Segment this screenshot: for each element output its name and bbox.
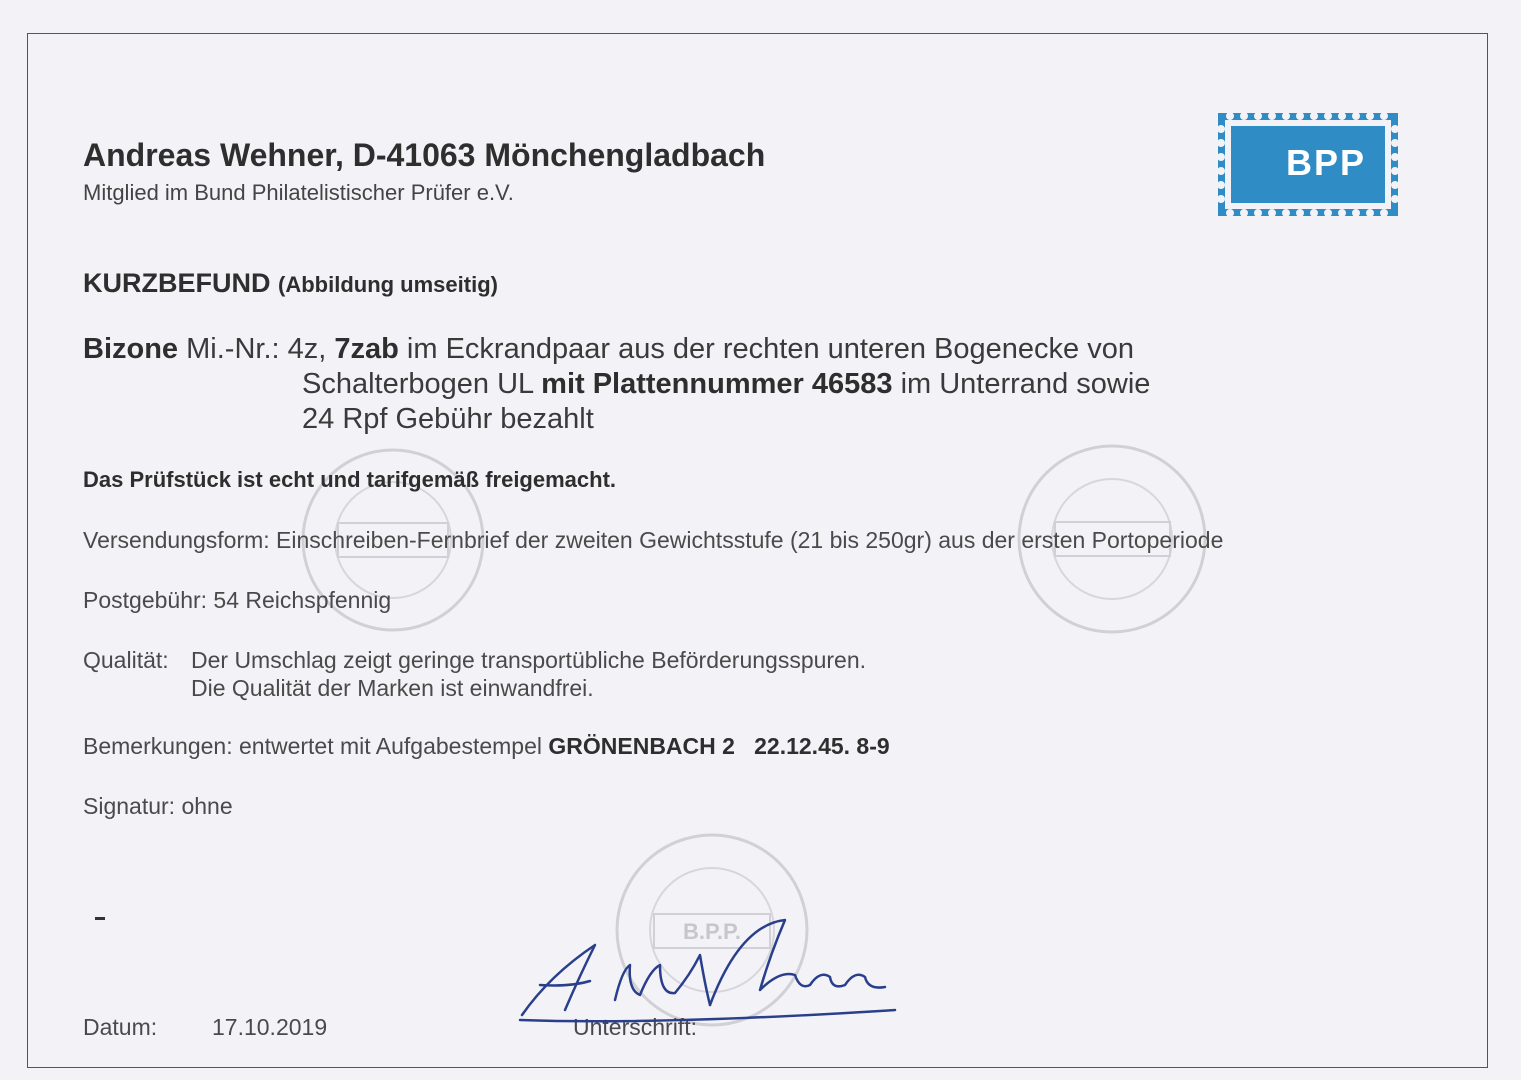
item-label: Bizone [83, 333, 179, 365]
datum-value: 17.10.2019 [212, 1014, 328, 1040]
numbers-plain: 4z, [287, 333, 327, 365]
item-text-1: im Eckrandpaar aus der rechten unteren Bogenecke von [406, 333, 1134, 365]
item-line-1 [83, 333, 1134, 366]
item-text-2c: im Unterrand sowie [900, 368, 1151, 400]
bemerkungen [83, 733, 890, 760]
bpp-logo [1218, 113, 1398, 216]
item-line-3: 24 Rpf Gebühr bezahlt [302, 403, 594, 435]
mi-nr-label: Mi.-Nr.: [186, 333, 280, 365]
bemerkungen-label: Bemerkungen: entwertet mit Aufgabestempel [83, 733, 542, 759]
document-title [83, 268, 498, 299]
bpp-logo-text: BPP [1285, 142, 1367, 183]
item-text-2b: mit Plattennummer 46583 [541, 368, 893, 400]
seal-center-text: B.P.P. [683, 919, 741, 944]
qualitaet-line-2: Die Qualität der Marken ist einwandfrei. [191, 675, 594, 701]
qualitaet-line-1: Der Umschlag zeigt geringe transportübliche Beförderungsspuren. [191, 647, 867, 673]
title-sub: (Abbildung umseitig) [278, 272, 498, 297]
versendungsform: Versendungsform: Einschreiben-Fernbrief der zweiten Gewichtsstufe (21 bis 250gr) aus der ersten Portoperiode [83, 527, 1224, 553]
item-line-2 [302, 368, 1150, 401]
verdict: Das Prüfstück ist echt und tarifgemäß freigemacht. [83, 467, 617, 492]
signatur: Signatur: ohne [83, 793, 233, 819]
stray-mark [95, 917, 105, 920]
membership-line: Mitglied im Bund Philatelistischer Prüfer e.V. [83, 180, 514, 205]
unterschrift-label: Unterschrift: [573, 1014, 697, 1040]
datum-label: Datum: [83, 1014, 158, 1040]
numbers-bold: 7zab [334, 333, 399, 365]
bemerkungen-value: GRÖNENBACH 2 22.12.45. 8-9 [548, 733, 890, 759]
postgebuehr: Postgebühr: 54 Reichspfennig [83, 587, 392, 613]
qualitaet-label: Qualität: [83, 647, 169, 673]
handwritten-signature [510, 915, 900, 1025]
examiner-name: Andreas Wehner, D-41063 Mönchengladbach [83, 137, 766, 173]
title-main: KURZBEFUND [83, 268, 271, 298]
item-text-2a: Schalterbogen UL [302, 368, 534, 400]
